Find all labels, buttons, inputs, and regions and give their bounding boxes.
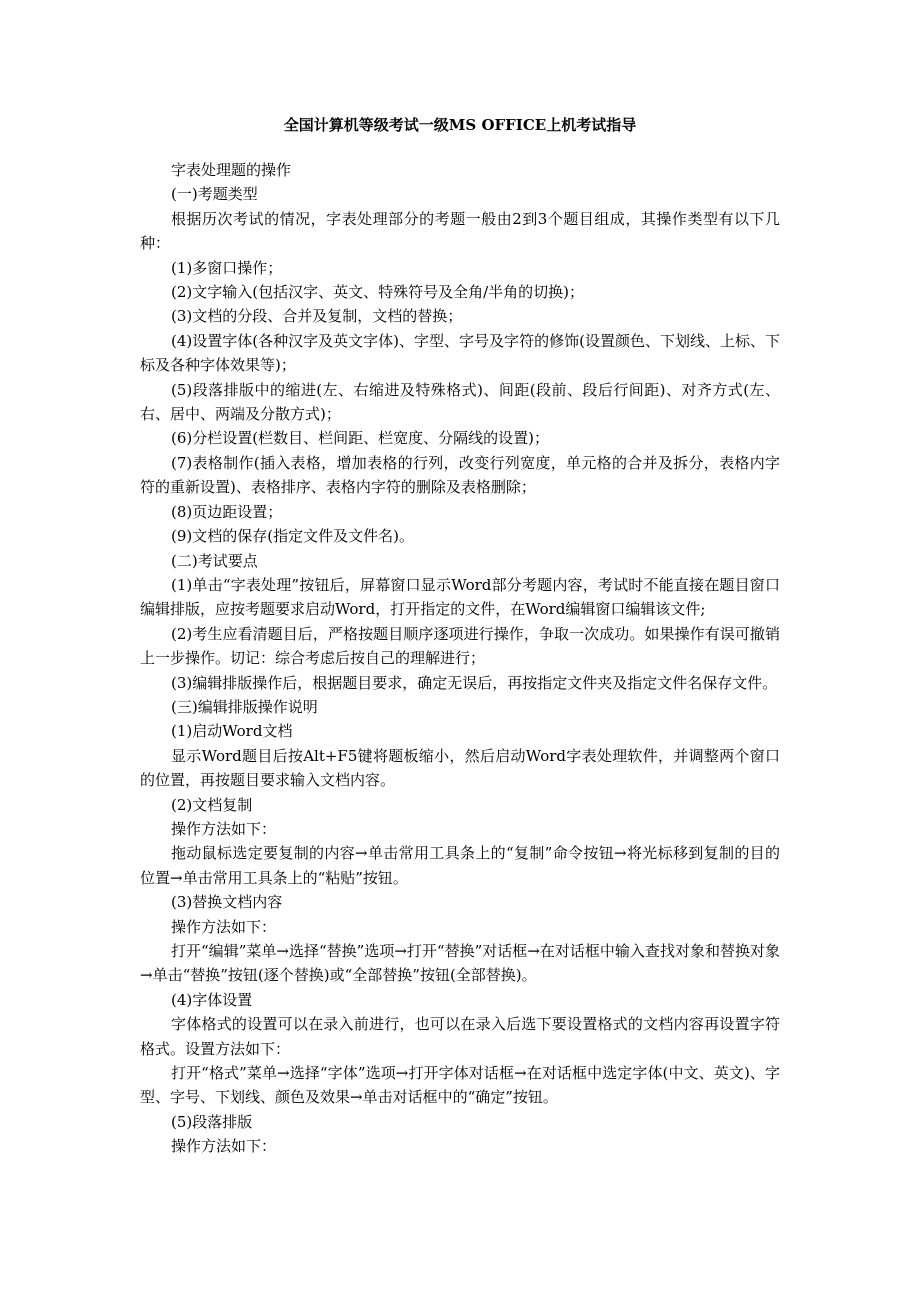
document-paragraph: 显示Word题目后按Alt+F5键将题板缩小，然后启动Word字表处理软件，并调整两个窗口的位置，再按题目要求输入文档内容。	[140, 746, 780, 790]
document-paragraph: (3)替换文档内容	[171, 893, 283, 912]
document-title: 全国计算机等级考试一级MS OFFICE上机考试指导	[283, 116, 637, 134]
document-paragraph: (5)段落排版	[171, 1112, 253, 1131]
document-paragraph: 操作方法如下：	[171, 1137, 277, 1156]
document-paragraph: 字体格式的设置可以在录入前进行，也可以在录入后选下要设置格式的文档内容再设置字符格式。设置方法如下：	[140, 1015, 780, 1058]
document-paragraph: (9)文档的保存(指定文件及文件名)。	[171, 527, 414, 546]
document-paragraph: (2)文档复制	[171, 795, 253, 814]
document-paragraph: 打开“编辑”菜单→选择“替换”选项→打开“替换”对话框→在对话框中输入查找对象和替换对象→单击“替换”按钮(逐个替换)或“全部替换”按钮(全部替换)。	[140, 942, 780, 985]
document-paragraph: 根据历次考试的情况，字表处理部分的考题一般由2到3个题目组成，其操作类型有以下几种：	[140, 209, 780, 253]
document-paragraph: (8)页边距设置；	[171, 502, 283, 521]
document-body	[140, 158, 780, 1159]
document-paragraph: 操作方法如下：	[171, 819, 277, 838]
document-paragraph: (2)文字输入(包括汉字、英文、特殊符号及全角/半角的切换)；	[171, 283, 585, 302]
document-paragraph: (2)考生应看清题目后，严格按题目顺序逐项进行操作，争取一次成功。如果操作有误可撤销上一步操作。切记：综合考虑后按自己的理解进行；	[140, 624, 780, 668]
document-paragraph: (3)文档的分段、合并及复制，文档的替换；	[171, 307, 463, 326]
document-paragraph: (一)考题类型	[171, 185, 258, 204]
document-paragraph: 操作方法如下：	[171, 917, 277, 936]
document-paragraph: (5)段落排版中的缩进(左、右缩进及特殊格式)、间距(段前、段后行间距)、对齐方式(左、右、居中、两端及分散方式)；	[140, 380, 780, 424]
document-paragraph: (三)编辑排版操作说明	[171, 697, 318, 716]
document-paragraph: (1)单击“字表处理”按钮后，屏幕窗口显示Word部分考题内容，考试时不能直接在题目窗口编辑排版，应按考题要求启动Word，打开指定的文件，在Word编辑窗口编辑该文件;	[140, 575, 780, 619]
document-paragraph: (3)编辑排版操作后，根据题目要求，确定无误后，再按指定文件夹及指定文件名保存文件。	[171, 673, 778, 692]
document-paragraph: 拖动鼠标选定要复制的内容→单击常用工具条上的“复制”命令按钮→将光标移到复制的目的位置→单击常用工具条上的“粘贴”按钮。	[140, 844, 780, 887]
document-paragraph: 打开“格式”菜单→选择“字体”选项→打开字体对话框→在对话框中选定字体(中文、英文)、字型、字号、下划线、颜色及效果→单击对话框中的“确定”按钮。	[140, 1064, 780, 1107]
document-paragraph: (6)分栏设置(栏数目、栏间距、栏宽度、分隔线的设置)；	[171, 429, 549, 448]
document-paragraph: (1)启动Word文档	[171, 722, 293, 741]
document-paragraph: (4)字体设置	[171, 990, 253, 1009]
document-paragraph: (7)表格制作(插入表格，增加表格的行列，改变行列宽度，单元格的合并及拆分，表格内字符的重新设置)、表格排序、表格内字符的删除及表格删除；	[140, 453, 780, 497]
document-paragraph: 字表处理题的操作	[171, 161, 292, 179]
document-paragraph: (二)考试要点	[171, 551, 258, 570]
document-paragraph: (1)多窗口操作；	[171, 258, 283, 277]
document-paragraph: (4)设置字体(各种汉字及英文字体)、字型、字号及字符的修饰(设置颜色、下划线、上标、下标及各种字体效果等)；	[140, 331, 780, 375]
